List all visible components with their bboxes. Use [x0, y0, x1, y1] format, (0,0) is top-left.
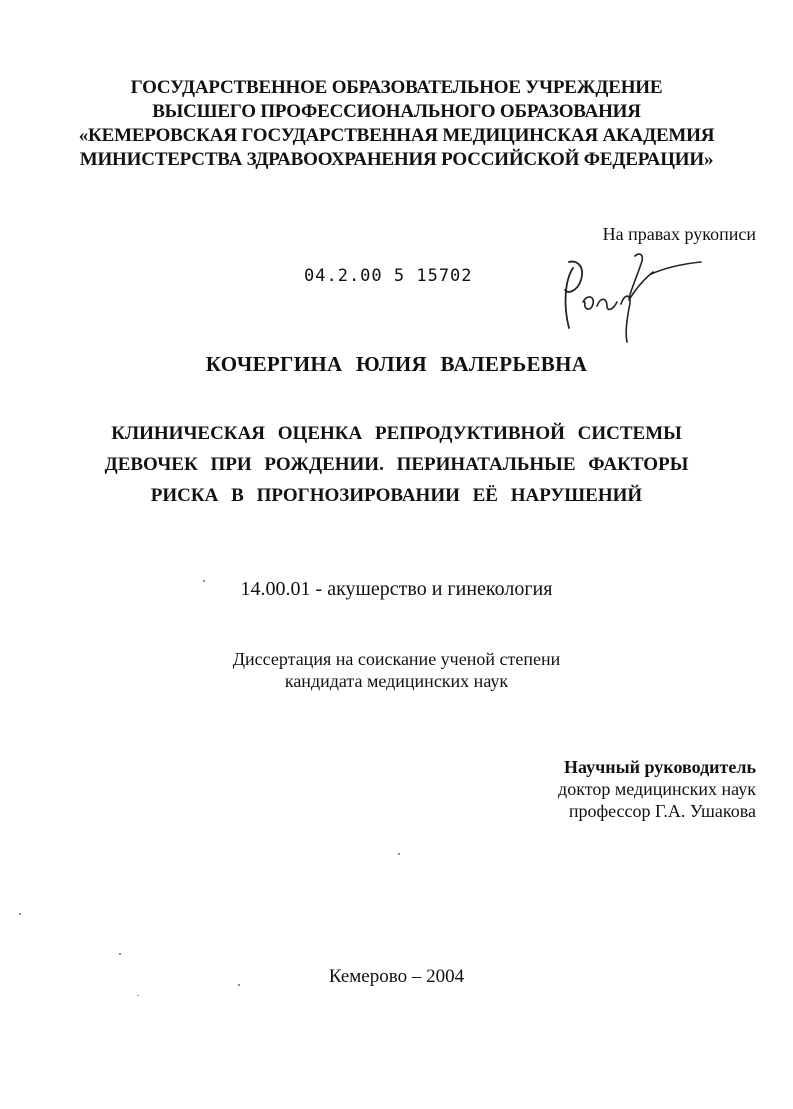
- institution-header: [0, 76, 793, 172]
- scan-speck: [203, 580, 205, 582]
- scan-speck: [398, 853, 400, 855]
- scan-speck: [238, 984, 240, 986]
- supervisor-degree: доктор медицинских наук: [558, 779, 756, 799]
- specialty-code: 14.00.01 - акушерство и гинекология: [240, 578, 553, 600]
- degree-line: кандидата медицинских наук: [284, 671, 509, 691]
- degree-statement: [0, 648, 793, 692]
- scan-speck: [137, 995, 139, 996]
- library-stamp-number: 04.2.00 5 15702: [304, 266, 473, 286]
- supervisor-heading: Научный руководитель: [564, 757, 756, 777]
- institution-line: «КЕМЕРОВСКАЯ ГОСУДАРСТВЕННАЯ МЕДИЦИНСКАЯ АКАДЕМИЯ: [78, 125, 715, 146]
- title-line: РИСКА В ПРОГНОЗИРОВАНИИ ЕЁ НАРУШЕНИЙ: [150, 485, 643, 506]
- institution-line: ВЫСШЕГО ПРОФЕССИОНАЛЬНОГО ОБРАЗОВАНИЯ: [152, 101, 641, 122]
- supervisor-block: [558, 756, 756, 822]
- dissertation-title: [0, 418, 793, 511]
- institution-line: МИНИСТЕРСТВА ЗДРАВООХРАНЕНИЯ РОССИЙСКОЙ ФЕДЕРАЦИИ»: [79, 149, 714, 170]
- rights-note: На правах рукописи: [602, 224, 756, 244]
- supervisor-name: профессор Г.А. Ушакова: [568, 801, 756, 821]
- scan-speck: [119, 953, 121, 955]
- city-year: Кемерово – 2004: [328, 966, 465, 987]
- degree-line: Диссертация на соискание ученой степени: [232, 649, 561, 669]
- title-line: ДЕВОЧЕК ПРИ РОЖДЕНИИ. ПЕРИНАТАЛЬНЫЕ ФАКТОРЫ: [104, 454, 689, 475]
- title-line: КЛИНИЧЕСКАЯ ОЦЕНКА РЕПРОДУКТИВНОЙ СИСТЕМЫ: [111, 423, 682, 444]
- author-name: КОЧЕРГИНА ЮЛИЯ ВАЛЕРЬЕВНА: [205, 352, 588, 376]
- scan-speck: [19, 913, 21, 915]
- handwritten-signature-icon: [555, 250, 705, 345]
- institution-line: ГОСУДАРСТВЕННОЕ ОБРАЗОВАТЕЛЬНОЕ УЧРЕЖДЕНИЕ: [130, 77, 663, 98]
